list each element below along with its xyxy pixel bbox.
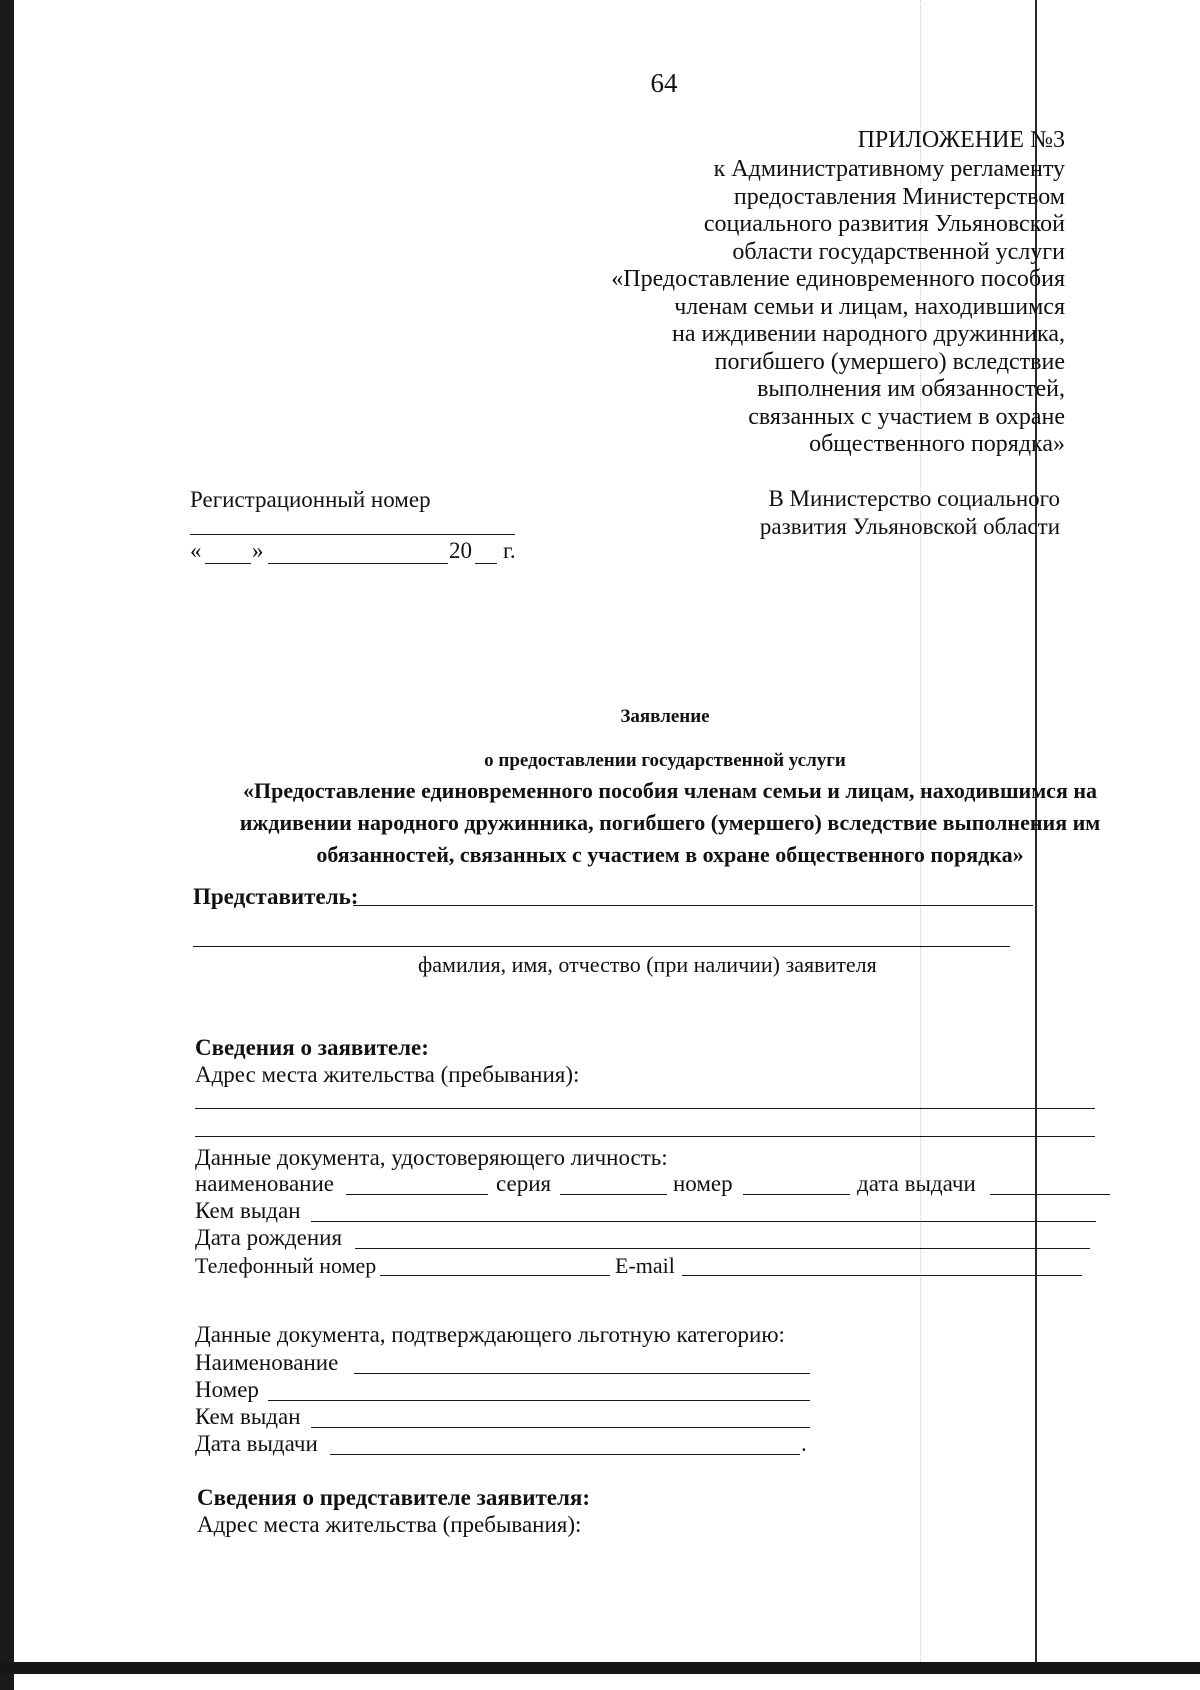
registration-year-field[interactable] xyxy=(475,563,497,564)
statement-title: Заявление xyxy=(620,706,710,727)
page-number: 64 xyxy=(650,68,678,98)
appendix-line: области государственной услуги xyxy=(732,238,1065,265)
id-doc-number-label: номер xyxy=(673,1171,733,1196)
registration-quote-close: » xyxy=(252,538,264,563)
registration-year-prefix: 20 xyxy=(449,538,472,563)
id-doc-name-label: наименование xyxy=(195,1171,334,1196)
addressee xyxy=(760,485,1060,541)
appendix-line: погибшего (умершего) вследствие xyxy=(714,348,1065,375)
applicant-address-field-2[interactable] xyxy=(195,1136,1095,1137)
benefit-doc-issue-date-label: Дата выдачи xyxy=(195,1431,318,1456)
birth-date-label: Дата рождения xyxy=(195,1225,343,1250)
representative-caption: фамилия, имя, отчество (при наличии) заявителя xyxy=(418,952,877,977)
id-doc-series-label: серия xyxy=(496,1171,552,1196)
appendix-line: на иждивении народного дружинника, xyxy=(672,321,1065,347)
benefit-doc-end-mark: . xyxy=(801,1431,807,1456)
id-doc-issued-by-label: Кем выдан xyxy=(195,1198,301,1223)
id-doc-issue-date-field[interactable] xyxy=(990,1194,1110,1195)
benefit-doc-heading: Данные документа, подтверждающего льготную категорию: xyxy=(195,1322,785,1347)
service-name: «Предоставление единовременного пособия членам семьи и лицам, находившимся на иждивении народного дружинника, погибшего (умершего) вследствие выполнения им обязанностей, связанных с участием в охране общественного порядка» xyxy=(239,778,1101,867)
appendix-line: связанных с участием в охране xyxy=(748,403,1065,430)
benefit-doc-issue-date-field[interactable] xyxy=(330,1454,800,1455)
appendix-line: выполнения им обязанностей, xyxy=(757,376,1065,402)
appendix-line: предоставления Министерством xyxy=(733,183,1065,210)
registration-number-field[interactable] xyxy=(190,534,515,535)
appendix-line: социального развития Ульяновской xyxy=(703,211,1065,237)
registration-year-suffix: г. xyxy=(503,538,516,563)
scan-left-edge xyxy=(0,0,14,1690)
birth-date-field[interactable] xyxy=(355,1248,1090,1249)
id-doc-heading: Данные документа, удостоверяющего личность: xyxy=(195,1145,668,1170)
email-label: E-mail xyxy=(615,1253,675,1278)
id-doc-series-field[interactable] xyxy=(560,1194,667,1195)
registration-label: Регистрационный номер xyxy=(190,487,431,512)
registration-quote-open: « xyxy=(190,538,202,563)
benefit-doc-name-field[interactable] xyxy=(354,1373,810,1374)
appendix-line: к Административному регламенту xyxy=(713,156,1065,182)
registration-day-field[interactable] xyxy=(205,563,251,564)
addressee-line: развития Ульяновской области xyxy=(759,514,1060,539)
id-doc-issue-date-label: дата выдачи xyxy=(857,1171,976,1196)
benefit-doc-name-label: Наименование xyxy=(195,1350,339,1375)
phone-label: Телефонный номер xyxy=(195,1253,377,1278)
representative-info-heading: Сведения о представителе заявителя: xyxy=(197,1485,591,1510)
applicant-address-label: Адрес места жительства (пребывания): xyxy=(195,1062,580,1087)
representative-label: Представитель: xyxy=(193,884,359,909)
representative-name-field[interactable] xyxy=(193,946,1010,947)
email-field[interactable] xyxy=(682,1275,1082,1276)
benefit-doc-number-field[interactable] xyxy=(268,1400,810,1401)
benefit-doc-issued-by-field[interactable] xyxy=(311,1427,810,1428)
addressee-line: В Министерство социального xyxy=(768,486,1060,511)
appendix-line: членам семьи и лицам, находившимся xyxy=(674,293,1065,320)
scan-bottom-edge xyxy=(0,1662,1200,1674)
applicant-address-field-1[interactable] xyxy=(195,1108,1095,1109)
benefit-doc-issued-by-label: Кем выдан xyxy=(195,1404,301,1429)
statement-subtitle: о предоставлении государственной услуги xyxy=(484,750,846,771)
representative-address-label: Адрес места жительства (пребывания): xyxy=(197,1512,582,1537)
id-doc-name-field[interactable] xyxy=(346,1194,488,1195)
applicant-heading: Сведения о заявителе: xyxy=(195,1035,429,1060)
id-doc-number-field[interactable] xyxy=(743,1194,850,1195)
appendix-line: общественного порядка» xyxy=(809,431,1065,457)
registration-month-field[interactable] xyxy=(268,563,448,564)
id-doc-issued-by-field[interactable] xyxy=(311,1221,1096,1222)
representative-field[interactable] xyxy=(353,905,1033,906)
appendix-title: ПРИЛОЖЕНИЕ №3 xyxy=(857,127,1065,153)
appendix-line: «Предоставление единовременного пособия xyxy=(611,266,1065,292)
phone-field[interactable] xyxy=(380,1275,610,1276)
benefit-doc-number-label: Номер xyxy=(195,1377,259,1402)
